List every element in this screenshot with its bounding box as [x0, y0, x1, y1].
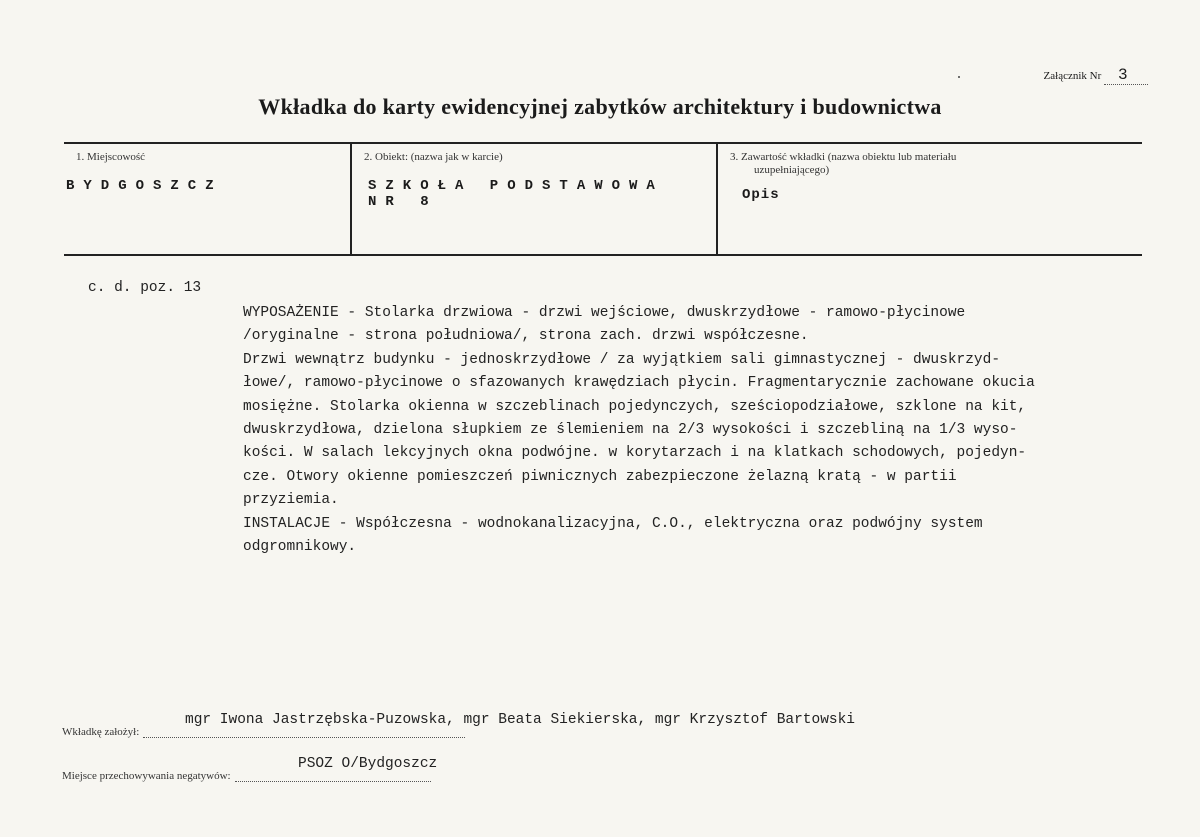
- description-line: /oryginalne - strona południowa/, strona zach. drzwi współczesne.: [243, 328, 809, 345]
- description-line: łowe/, ramowo-płycinowe o sfazowanych krawędziach płycin. Fragmentarycznie zachowane okucia: [243, 375, 1035, 392]
- description-text: [243, 302, 1168, 559]
- description-line: INSTALACJE - Współczesna - wodnokanalizacyjna, C.O., elektryczna oraz podwójny system: [243, 515, 983, 532]
- locality-label: 1. Miejscowość: [76, 151, 146, 163]
- object-value: [368, 178, 718, 210]
- description-line: odgromnikowy.: [243, 539, 357, 556]
- continuation-note: c. d. poz. 13: [88, 280, 202, 296]
- description-line: Drzwi wewnątrz budynku - jednoskrzydłowe / za wyjątkiem sali gimnastycznej - dwuskrzyd-: [243, 351, 1001, 368]
- annex-number-field: [1044, 66, 1148, 85]
- description-line: WYPOSAŻENIE - Stolarka drzwiowa - drzwi wejściowe, dwuskrzydłowe - ramowo-płycinowe: [243, 305, 966, 321]
- content-label: [730, 151, 1144, 177]
- description-line: cze. Otwory okienne pomieszczeń piwnicznych zabezpieczone żelazną kratą - w partii: [243, 468, 957, 485]
- storage-value: PSOZ O/Bydgoszcz: [298, 756, 438, 772]
- ink-dot: [958, 76, 960, 78]
- annex-label: Załącznik Nr: [1043, 70, 1102, 82]
- description-line: dwuskrzydłowa, dzielona słupkiem ze ślemieniem na 2/3 wysokości i szczebliną na 1/3 wyso-: [243, 422, 1018, 439]
- author-label: Wkładkę założył:: [62, 726, 140, 738]
- object-value-line2: NR 8: [368, 194, 438, 210]
- storage-dotted-line: [235, 781, 431, 782]
- object-cell: [350, 144, 718, 254]
- header-fields-table: [64, 142, 1142, 256]
- annex-dotted-line: [1104, 66, 1148, 85]
- storage-label: Miejsce przechowywania negatywów:: [62, 770, 231, 782]
- author-value: mgr Iwona Jastrzębska-Puzowska, mgr Beata Siekierska, mgr Krzysztof Bartowski: [185, 712, 856, 728]
- locality-value: BYDGOSZCZ: [66, 178, 223, 194]
- content-value: Opis: [742, 187, 780, 203]
- description-line: kości. W salach lekcyjnych okna podwójne. w korytarzach i na klatkach schodowych, pojedyn-: [243, 445, 1027, 462]
- document-title: Wkładka do karty ewidencyjnej zabytków architektury i budownictwa: [258, 94, 942, 119]
- object-value-line1: SZKOŁA PODSTAWOWA: [368, 178, 664, 194]
- object-label: 2. Obiekt: (nazwa jak w karcie): [364, 151, 503, 163]
- annex-number: 3: [1118, 66, 1128, 84]
- content-label-line1: 3. Zawartość wkładki (nazwa obiektu lub materiału: [730, 151, 957, 163]
- description-line: przyziemia.: [243, 492, 339, 509]
- description-line: mosiężne. Stolarka okienna w szczeblinach pojedynczych, sześciopodziałowe, szklone na kit,: [243, 398, 1027, 415]
- content-label-line2: uzupełniającego): [754, 164, 830, 176]
- content-cell: [716, 144, 1144, 254]
- locality-cell: [64, 144, 350, 254]
- author-dotted-line: [143, 737, 465, 738]
